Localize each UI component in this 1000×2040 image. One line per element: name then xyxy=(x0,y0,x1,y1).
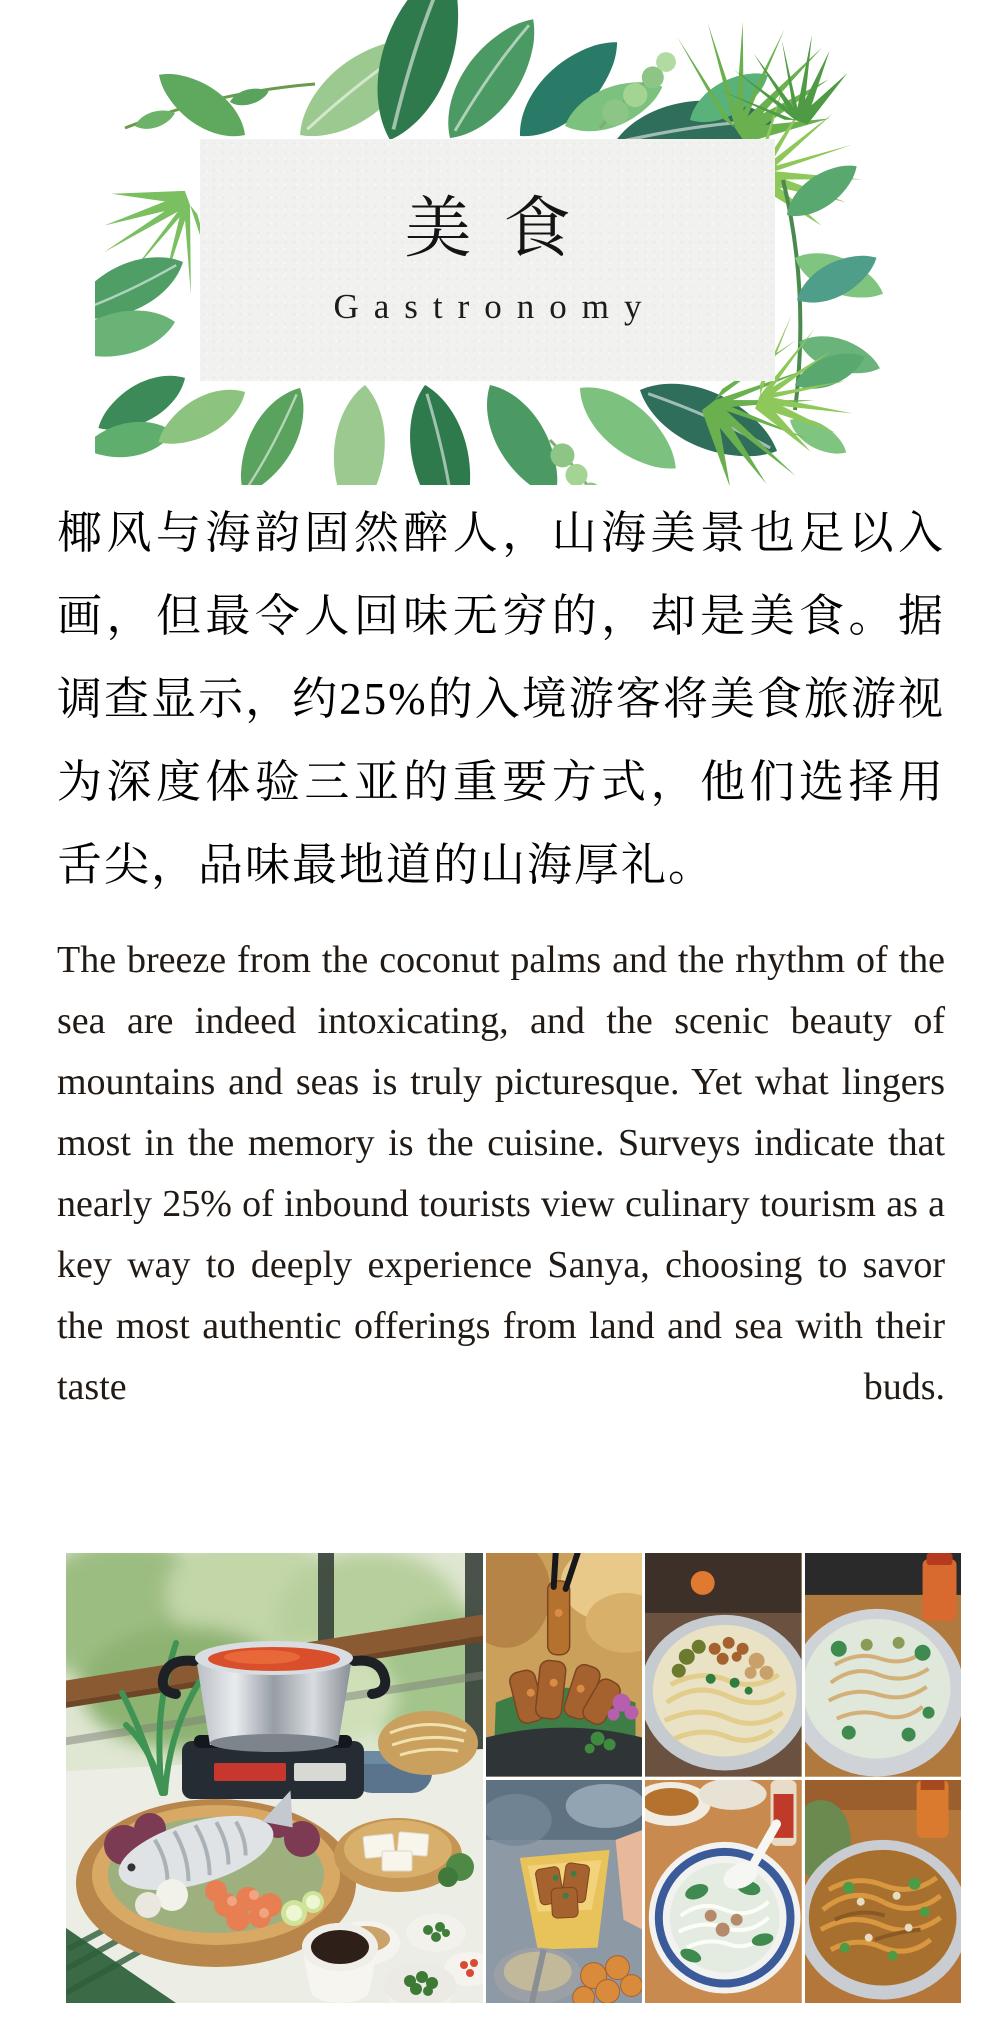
food-photo-grid xyxy=(486,1553,961,2003)
page-title-cn: 美食 xyxy=(404,192,603,266)
fried-noodles-illustration xyxy=(805,1780,961,2004)
pancake-cone-illustration xyxy=(486,1780,642,2004)
food-photo-hotpot xyxy=(66,1553,483,2003)
food-collage xyxy=(66,1553,961,2003)
food-photo-porcelain-soup xyxy=(645,1780,801,2004)
porcelain-soup-illustration xyxy=(645,1780,801,2004)
food-photo-mixed-noodles xyxy=(645,1553,801,1777)
paragraph-chinese: 椰风与海韵固然醉人，山海美景也足以入画，但最令人回味无穷的，却是美食。据调查显示，约25%的入境游客将美食旅游视为深度体验三亚的重要方式，他们选择用舌尖，品味最地道的山海厚礼。 xyxy=(57,508,945,890)
food-photo-fried-noodles xyxy=(805,1780,961,2004)
page-title-en: Gastronomy xyxy=(333,287,657,326)
food-photo-shredded-soup xyxy=(805,1553,961,1777)
food-photo-fried-ribs xyxy=(486,1553,642,1777)
mixed-noodles-illustration xyxy=(645,1553,801,1777)
hotpot-illustration xyxy=(66,1553,483,2003)
food-photo-pancake-cone xyxy=(486,1780,642,2004)
shredded-soup-illustration xyxy=(805,1553,961,1777)
fried-ribs-illustration xyxy=(486,1553,642,1777)
title-box xyxy=(200,139,775,381)
paragraph-english: The breeze from the coconut palms and the rhythm of the sea are indeed intoxicating, and the scenic beauty of mountains and seas is truly picturesque. Yet what lingers most in the memory is the cuisine. Surveys indicate that nearly 25% of inbound tourists view culinary tourism as a key way to deeply experience Sanya, choosing to savor the most authentic offerings from land and sea with their taste buds. xyxy=(57,939,945,1408)
